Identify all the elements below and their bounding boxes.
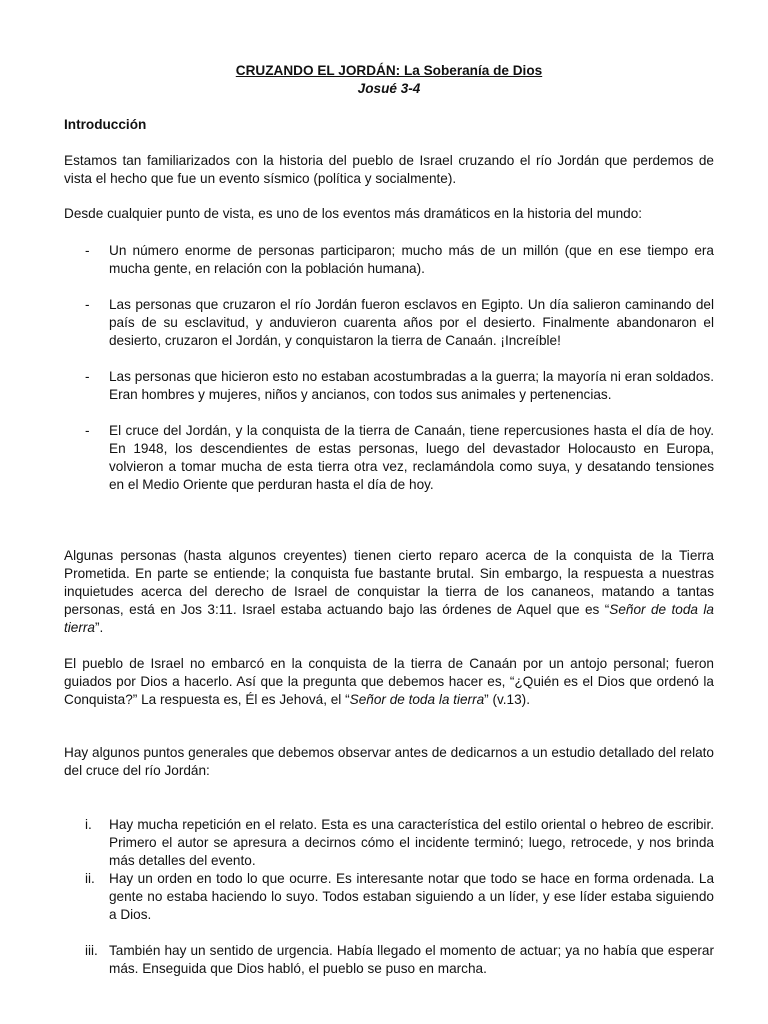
roman-marker: iii. [85, 943, 98, 958]
paragraph-4-text: El pueblo de Israel no embarcó en la conquista de la tierra de Canaán por un antojo personal; fueron guiados por Dios a hacerlo. Así que la pregunta que debemos hacer es, “¿Quién es el Dios que ordenó la Conquista?” La respuesta es, Él es Jehová, el “ [64, 656, 714, 707]
list-item-text: Las personas que cruzaron el río Jordán fueron esclavos en Egipto. Un día salieron caminando del país de su esclavitud, y anduvieron cuarenta años por el desierto. Finalmente abandonaron el desierto, cruzaron el Jordán, y conquistaron la tierra de Canaán. ¡Increíble! [109, 297, 714, 348]
dash-marker: - [85, 243, 90, 258]
list-item-text: Las personas que hicieron esto no estaban acostumbradas a la guerra; la mayoría ni eran soldados. Eran hombres y mujeres, niños y ancianos, con todos sus animales y pertenencias. [109, 369, 714, 402]
paragraph-4 [64, 655, 714, 709]
numbered-item-text: Hay mucha repetición en el relato. Esta es una característica del estilo oriental o hebreo de escribir. Primero el autor se apresura a decirnos cómo el incidente terminó; luego, retrocede, y nos brinda más detalles del evento. [109, 817, 714, 868]
title-block [0, 62, 768, 98]
numbered-item [64, 870, 714, 924]
paragraph-4-emphasis: Señor de toda la tierra [349, 692, 485, 707]
numbered-item [64, 816, 714, 870]
numbered-list [64, 816, 714, 978]
paragraph-3-tail: ”. [94, 620, 104, 635]
paragraph-4-tail: ” (v.13). [484, 692, 530, 707]
list-item [64, 242, 714, 278]
numbered-item-text: Hay un orden en todo lo que ocurre. Es interesante notar que todo se hace en forma ordenada. La gente no estaba haciendo lo suyo. Todos estaban siguiendo a un líder, y ese líder estaba siguiendo a Dios. [109, 871, 714, 922]
roman-marker: ii. [85, 871, 95, 886]
numbered-item [64, 942, 714, 978]
document-title: CRUZANDO EL JORDÁN: La Soberanía de Dios [235, 63, 543, 78]
dash-marker: - [85, 369, 90, 384]
list-item [64, 422, 714, 494]
intro-paragraph-1: Estamos tan familiarizados con la historia del pueblo de Israel cruzando el río Jordán que perdemos de vista el hecho que fue un evento sísmico (política y socialmente). [64, 153, 714, 186]
section-heading: Introducción [64, 117, 147, 132]
dash-marker: - [85, 297, 90, 312]
intro-paragraph-2: Desde cualquier punto de vista, es uno de los eventos más dramáticos en la historia del mundo: [64, 206, 643, 221]
paragraph-3 [64, 547, 714, 637]
dash-marker: - [85, 423, 90, 438]
list-item-text: El cruce del Jordán, y la conquista de la tierra de Canaán, tiene repercusiones hasta el día de hoy. En 1948, los descendientes de estas personas, luego del devastador Holocausto en Europa, volvieron a tomar mucha de esta tierra otra vez, reclamándola como suya, y desatando tensiones en el Medio Oriente que perduran hasta el día de hoy. [109, 423, 714, 492]
paragraph-5: Hay algunos puntos generales que debemos observar antes de dedicarnos a un estudio detallado del relato del cruce del río Jordán: [64, 745, 714, 778]
numbered-item-text: También hay un sentido de urgencia. Había llegado el momento de actuar; ya no había que esperar más. Enseguida que Dios habló, el pueblo se puso en marcha. [109, 943, 714, 976]
list-item [64, 368, 714, 404]
paragraph-3-emphasis: Señor de toda la tierra [64, 602, 714, 635]
paragraph-3-text: Algunas personas (hasta algunos creyentes) tienen cierto reparo acerca de la conquista de la Tierra Prometida. En parte se entiende; la conquista fue bastante brutal. Sin embargo, la respuesta a nuestras inquietudes acerca del derecho de Israel de conquistar la tierra de los cananeos, matando a tantas personas, está en Jos 3:11. Israel estaba actuando bajo las órdenes de Aquel que es “ [64, 548, 714, 617]
bullet-list [64, 242, 714, 512]
list-item [64, 296, 714, 350]
list-item-text: Un número enorme de personas participaron; mucho más de un millón (que en ese tiempo era mucha gente, en relación con la población humana). [109, 243, 714, 276]
document-subtitle: Josué 3-4 [357, 81, 421, 96]
roman-marker: i. [85, 817, 92, 832]
